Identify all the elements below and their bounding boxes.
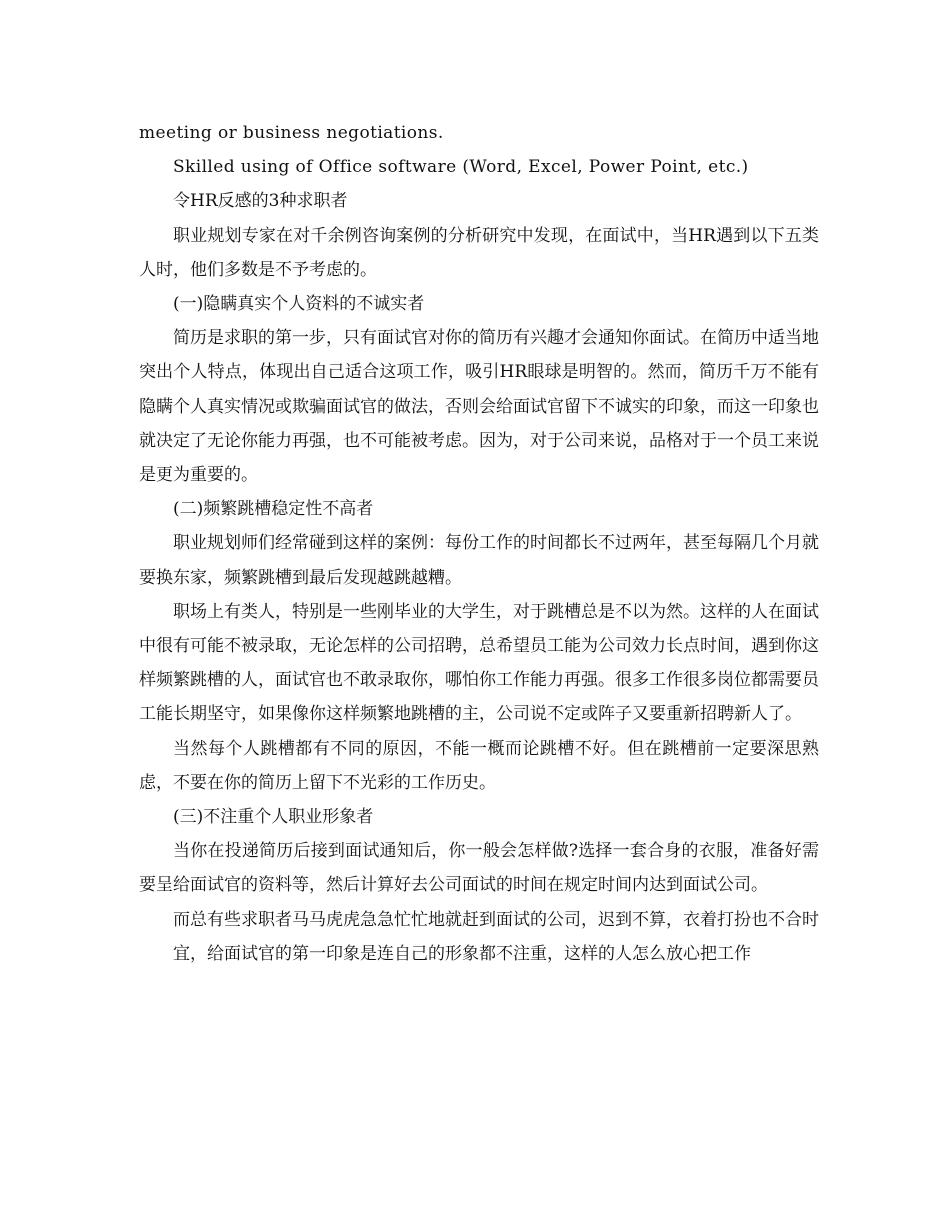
paragraph-job-hopping-advice: 当然每个人跳槽都有不同的原因，不能一概而论跳槽不好。但在跳槽前一定要深思熟虑，不要在你的简历上留下不光彩的工作历史。: [139, 738, 819, 793]
paragraph-office-skills: Skilled using of Office software (Word, Excel, Power Point, etc.): [173, 157, 749, 178]
paragraph-honesty: 简历是求职的第一步，只有面试官对你的简历有兴趣才会通知你面试。在简历中适当地突出个人特点，体现出自己适合这项工作，吸引HR眼球是明智的。然而，简历千万不能有隐瞒个人真实情况或欺骗面试官的做法，否则会给面试官留下不诚实的印象，而这一印象也就决定了无论你能力再强，也不可能被考虑。因为，对于公司来说，品格对于一个员工来说是更为重要的。: [139, 328, 819, 486]
subheading-1: (一)隐瞒真实个人资料的不诚实者: [173, 294, 425, 315]
subheading-2: (二)频繁跳槽稳定性不高者: [173, 499, 374, 520]
paragraph-intro: 职业规划专家在对千余例咨询案例的分析研究中发现，在面试中，当HR遇到以下五类人时，他们多数是不予考虑的。: [139, 225, 819, 280]
paragraph-careless-applicants: 而总有些求职者马马虎虎急急忙忙地就赶到面试的公司，迟到不算，衣着打扮也不合时: [173, 909, 819, 930]
document-body: [139, 116, 819, 971]
paragraph-interview-prep: 当你在投递简历后接到面试通知后，你一般会怎样做?选择一套合身的衣服，准备好需要呈给面试官的资料等，然后计算好去公司面试的时间在规定时间内达到面试公司。: [139, 841, 819, 896]
section-heading: 令HR反感的3种求职者: [173, 191, 348, 212]
paragraph-job-hopping-graduates: 职场上有类人，特别是一些刚毕业的大学生，对于跳槽总是不以为然。这样的人在面试中很有可能不被录取，无论怎样的公司招聘，总希望员工能为公司效力长点时间，遇到你这样频繁跳槽的人，面试官也不敢录取你，哪怕你工作能力再强。很多工作很多岗位都需要员工能长期坚守，如果像你这样频繁地跳槽的主，公司说不定或阵子又要重新招聘新人了。: [139, 601, 819, 725]
paragraph-continuation: meeting or business negotiations.: [139, 123, 444, 143]
paragraph-job-hopping-cases: 职业规划师们经常碰到这样的案例：每份工作的时间都长不过两年，甚至每隔几个月就要换东家，频繁跳槽到最后发现越跳越糟。: [139, 533, 819, 588]
paragraph-first-impression: 宜，给面试官的第一印象是连自己的形象都不注重，这样的人怎么放心把工作: [173, 943, 751, 964]
subheading-3: (三)不注重个人职业形象者: [173, 807, 374, 828]
